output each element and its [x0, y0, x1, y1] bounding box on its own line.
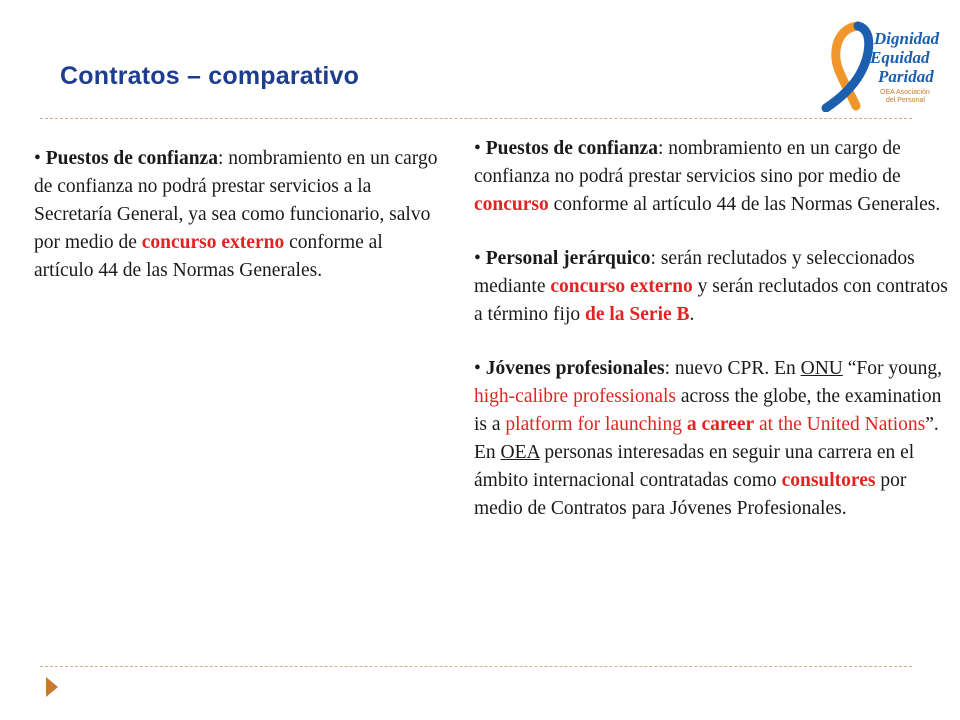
logo-caption1: OEA Asociación	[880, 89, 930, 96]
term: Puestos de confianza	[45, 148, 218, 169]
logo-line1: Dignidad	[874, 29, 940, 48]
triangle-arrow-icon[interactable]	[46, 677, 58, 697]
term: Personal jerárquico	[485, 248, 651, 269]
onu-link: ONU	[800, 358, 843, 379]
logo-line2: Equidad	[870, 48, 930, 67]
logo-caption2: del Personal	[886, 97, 925, 104]
highlight: concurso externo	[141, 232, 285, 253]
right-bullet-personal-jerarquico: • Personal jerárquico: serán reclutados y seleccionados mediante concurso externo y serán reclutados con contratos a término fijo de la Serie B.	[474, 248, 948, 325]
highlight: concurso	[474, 194, 549, 215]
highlight: platform for launching	[505, 414, 687, 435]
highlight: de la Serie B	[585, 304, 690, 325]
term: Puestos de confianza	[485, 138, 658, 159]
highlight: high-calibre professionals	[474, 386, 676, 407]
awareness-ribbon-logo	[816, 20, 948, 112]
slide-title: Contratos – comparativo	[60, 62, 360, 90]
right-bullet-puestos-confianza: • Puestos de confianza: nombramiento en un cargo de confianza no podrá prestar servicios sino por medio de concurso conforme al artículo 44 de las Normas Generales.	[474, 138, 941, 215]
logo-line3: Paridad	[878, 67, 934, 86]
right-bullet-jovenes-profesionales: • Jóvenes profesionales: nuevo CPR. En ONU “For young, high-calibre professionals across the globe, the examination is a platform for launching a career at the United Nations”. En OEA personas interesadas en seguir una carrera en el ámbito internacional contratadas como consultores por medio de Contratos para Jóvenes Profesionales.	[474, 358, 942, 519]
highlight: consultores	[781, 470, 876, 491]
left-column	[34, 145, 444, 285]
left-bullet-puestos-confianza: • Puestos de confianza: nombramiento en un cargo de confianza no podrá prestar servicios a la Secretaría General, ya sea como funcionario, salvo por medio de concurso externo conforme al artículo 44 de las Normas Generales.	[34, 148, 438, 281]
highlight: concurso externo	[550, 276, 693, 297]
top-divider	[40, 118, 912, 119]
right-column	[474, 135, 952, 523]
ribbon-blue	[826, 26, 869, 108]
term: Jóvenes profesionales	[485, 358, 665, 379]
oea-link: OEA	[500, 442, 540, 463]
highlight: at the United Nations	[754, 414, 926, 435]
highlight: a career	[686, 414, 755, 435]
next-slide-button[interactable]	[40, 672, 66, 702]
bottom-divider	[40, 666, 912, 667]
